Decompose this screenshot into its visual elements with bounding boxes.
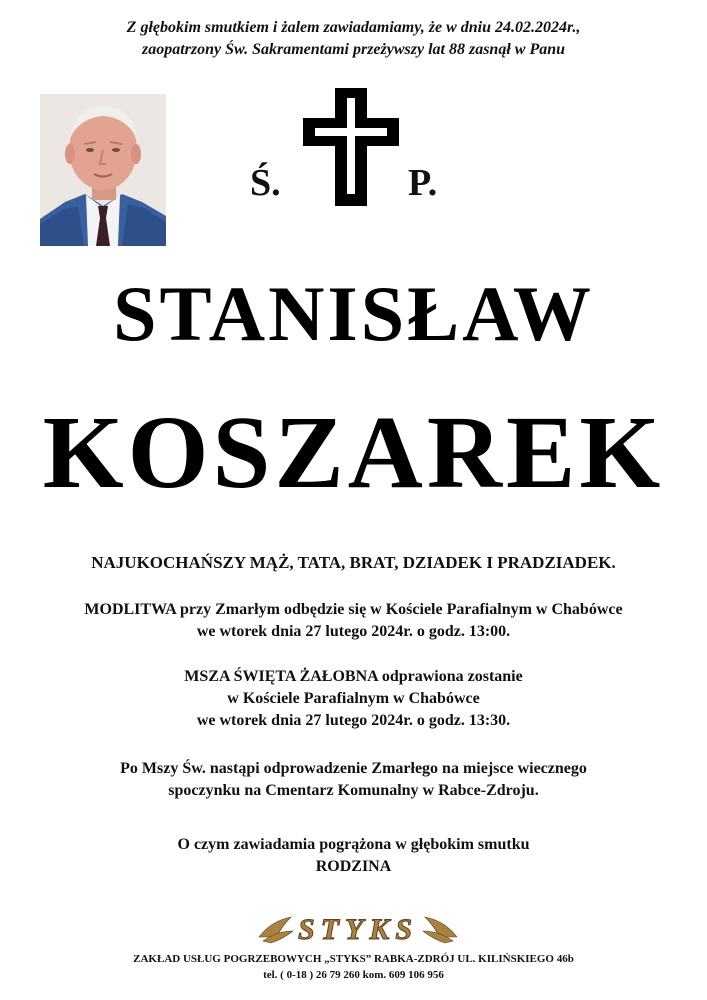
prayer-section xyxy=(0,599,707,643)
intro-line-2: zaopatrzony Św. Sakramentami przeżywszy lat 88 zasnął w Panu xyxy=(141,41,566,58)
deceased-first-name: STANISŁAW xyxy=(113,270,594,357)
closing-section xyxy=(0,834,707,878)
intro-line-1: Z głębokim smutkiem i żalem zawiadamiamy, że w dniu 24.02.2024r., xyxy=(126,19,581,36)
deceased-last-name: KOSZAREK xyxy=(42,395,665,510)
mass-line-3: we wtorek dnia 27 lutego 2024r. o godz. 13:30. xyxy=(196,712,511,729)
header-letter-s: Ś. xyxy=(250,162,281,204)
burial-line-2: spoczynku na Cmentarz Komunalny w Rabce-Zdroju. xyxy=(168,782,539,799)
announcement-intro xyxy=(0,17,707,61)
prayer-line-2: we wtorek dnia 27 lutego 2024r. o godz. 13:00. xyxy=(196,623,511,640)
mass-line-1: MSZA ŚWIĘTA ŻAŁOBNA odprawiona zostanie xyxy=(184,668,523,685)
closing-family: RODZINA xyxy=(315,858,392,875)
cross-icon xyxy=(303,88,399,206)
prayer-line-1: MODLITWA przy Zmarłym odbędzie się w Kościele Parafialnym w Chabówce xyxy=(84,601,623,618)
logo-text: STYKS xyxy=(297,913,419,946)
burial-line-1: Po Mszy Św. nastąpi odprowadzenie Zmarłego na miejsce wiecznego xyxy=(120,760,587,777)
deceased-portrait-photo xyxy=(40,94,166,246)
mass-line-2: w Kościele Parafialnym w Chabówce xyxy=(227,690,480,707)
closing-line-1: O czym zawiadamia pogrążona w głębokim smutku xyxy=(177,836,530,853)
portrait-image xyxy=(40,94,166,246)
mass-section xyxy=(0,666,707,732)
styks-logo xyxy=(253,907,463,951)
relationship-line: NAJUKOCHAŃSZY MĄŻ, TATA, BRAT, DZIADEK I PRADZIADEK. xyxy=(91,553,616,572)
burial-section xyxy=(0,758,707,802)
funeral-home-address: ZAKŁAD USŁUG POGRZEBOWYCH „STYKS” RABKA-ZDRÓJ UL. KILIŃSKIEGO 46b xyxy=(133,953,574,965)
header-letter-p: P. xyxy=(408,162,438,204)
funeral-home-phone: tel. ( 0-18 ) 26 79 260 kom. 609 106 956 xyxy=(263,969,444,981)
